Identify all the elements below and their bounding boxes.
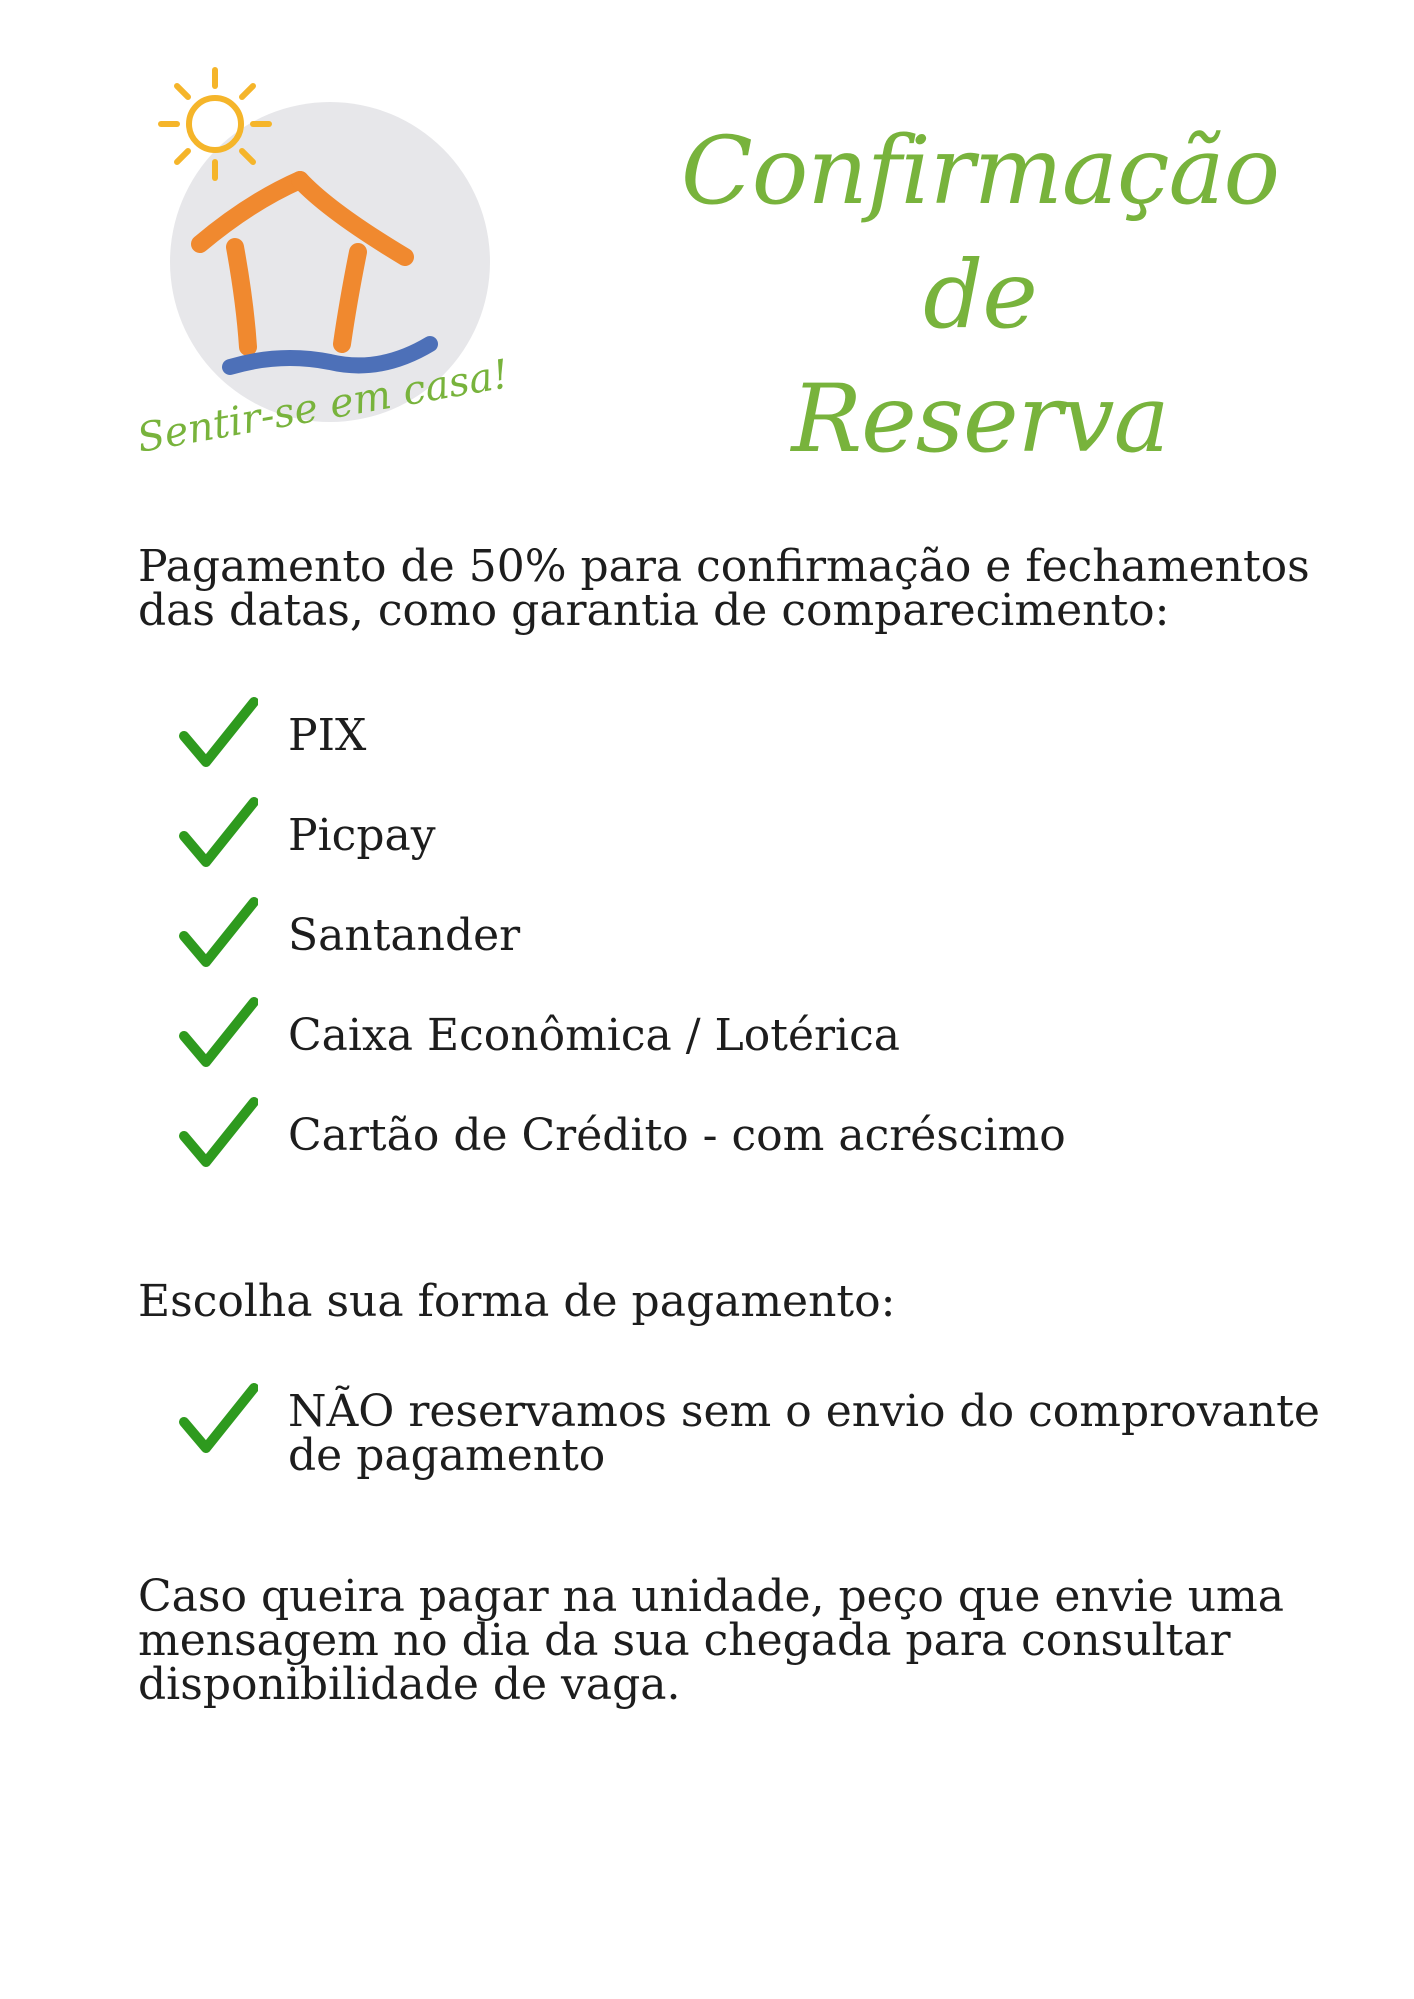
page-title	[620, 110, 1340, 482]
brand-logo	[130, 62, 530, 482]
payment-method-label: Picpay	[288, 810, 436, 861]
list-item	[178, 692, 1328, 792]
check-icon	[178, 692, 258, 772]
check-icon	[178, 792, 258, 872]
notice-label: NÃO reservamos sem o envio do comprovante de pagamento	[288, 1386, 1320, 1481]
list-item	[178, 1378, 1328, 1481]
list-item	[178, 992, 1328, 1092]
choose-payment-text: Escolha sua forma de pagamento:	[138, 1276, 896, 1327]
house-sun-logo-icon	[130, 62, 530, 482]
check-icon	[178, 1378, 258, 1458]
payment-method-label: Santander	[288, 910, 521, 961]
payment-methods-list	[178, 692, 1328, 1192]
check-icon	[178, 1092, 258, 1172]
check-icon	[178, 992, 258, 1072]
title-line-1: Confirmação de	[680, 117, 1280, 350]
list-item	[178, 892, 1328, 992]
closing-text: Caso queira pagar na unidade, peço que envie uma mensagem no dia da sua chegada para consultar disponibilidade de vaga.	[138, 1571, 1284, 1710]
payment-method-label: Caixa Econômica / Lotérica	[288, 1010, 900, 1061]
payment-method-label: Cartão de Crédito - com acréscimo	[288, 1110, 1066, 1161]
title-line-2: Reserva	[791, 365, 1169, 474]
logo-tagline: Sentir-se em casa!	[133, 351, 513, 462]
list-item	[178, 792, 1328, 892]
notice-list	[178, 1378, 1328, 1481]
intro-text: Pagamento de 50% para confirmação e fechamentos das datas, como garantia de comparecimento:	[138, 541, 1310, 636]
list-item	[178, 1092, 1328, 1192]
check-icon	[178, 892, 258, 972]
payment-method-label: PIX	[288, 710, 367, 761]
